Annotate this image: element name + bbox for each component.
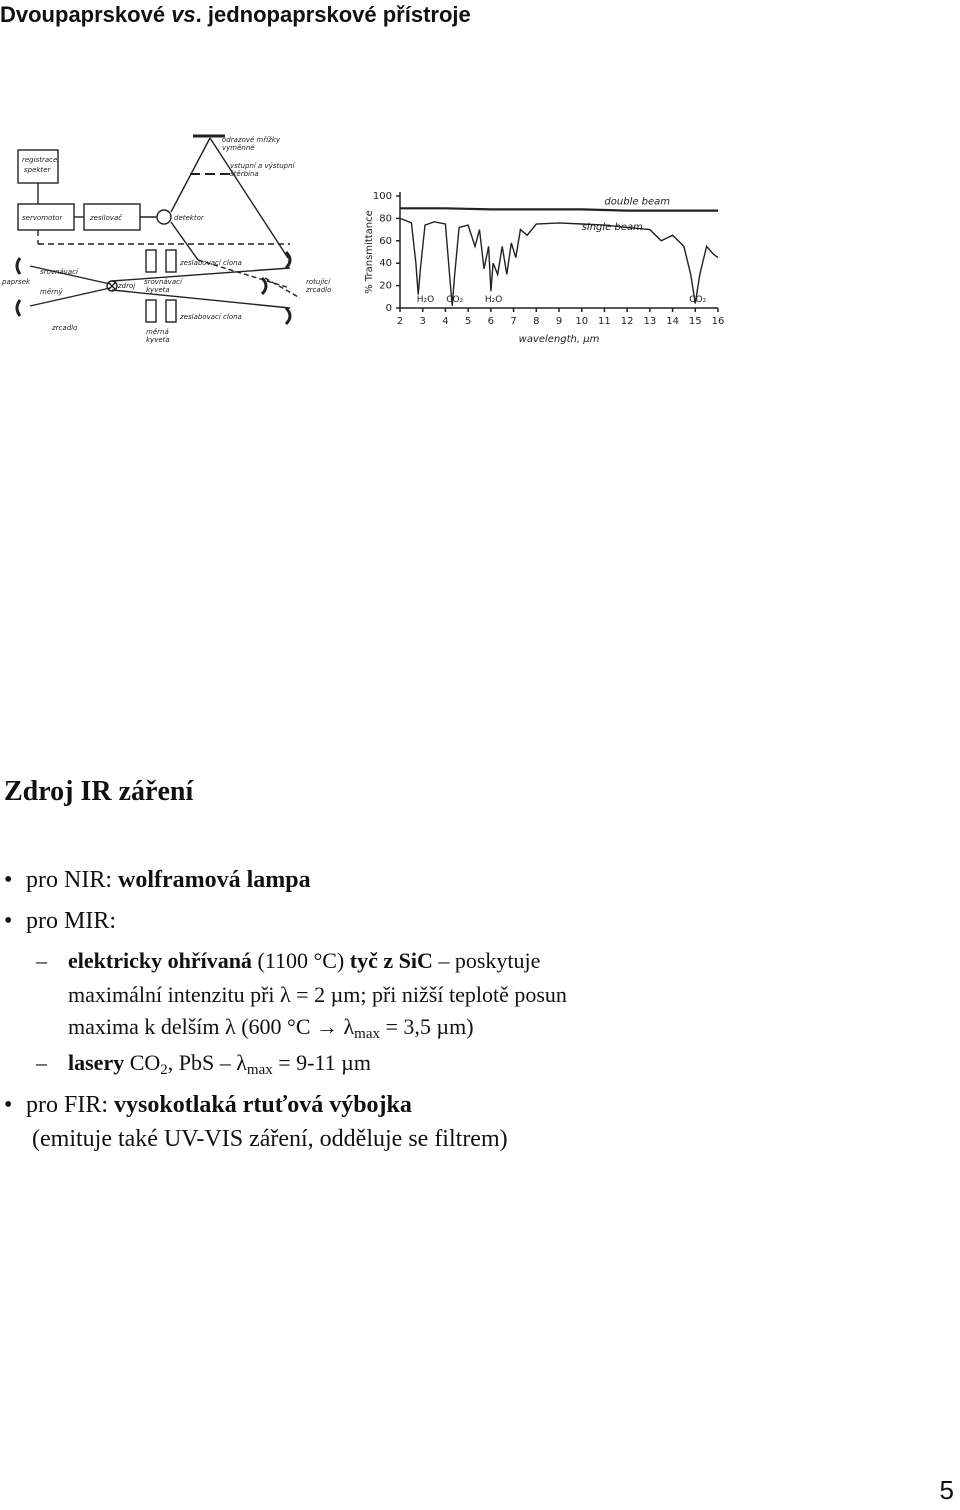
section-title: Zdroj IR záření — [4, 776, 194, 807]
x-tick-label: 9 — [555, 316, 563, 327]
series-label-0: double beam — [604, 196, 671, 208]
svg-text:měrný: měrný — [40, 288, 63, 296]
svg-text:odrazové mřížky: odrazové mřížky — [222, 136, 281, 144]
x-tick-label: 7 — [510, 316, 517, 327]
x-tick-label: 15 — [688, 316, 702, 327]
x-axis-label: wavelength, µm — [518, 334, 600, 345]
y-tick-label: 80 — [379, 213, 392, 225]
svg-text:kyveta: kyveta — [146, 286, 170, 294]
page-title: Dvoupaprskové vs. jednopaprskové přístroje — [0, 2, 471, 27]
y-axis-label: % Transmittance — [364, 210, 375, 294]
bullet-marker: • — [4, 867, 13, 893]
dash-marker: – — [36, 948, 47, 973]
svg-text:rotující: rotující — [306, 278, 331, 286]
x-tick-label: 13 — [643, 316, 657, 327]
series-label-1: single beam — [581, 222, 643, 234]
svg-text:měrná: měrná — [146, 328, 169, 336]
sub-item-sic-line2: maximální intenzitu při λ = 2 µm; při nižší teplotě posun — [68, 982, 567, 1007]
x-tick-label: 3 — [419, 316, 426, 327]
annotation-label: CO₂ — [446, 295, 464, 305]
svg-text:servomotor: servomotor — [22, 214, 63, 222]
x-tick-label: 6 — [487, 316, 495, 327]
x-tick-label: 16 — [711, 316, 725, 327]
svg-text:vyměnné: vyměnné — [222, 144, 255, 152]
x-tick-label: 10 — [575, 316, 589, 327]
annotation-label: CO₂ — [689, 295, 707, 305]
svg-text:štěrbina: štěrbina — [230, 170, 259, 178]
svg-text:detektor: detektor — [174, 214, 204, 222]
y-tick-label: 20 — [379, 280, 392, 292]
svg-text:vstupní a výstupní: vstupní a výstupní — [230, 162, 295, 170]
bullet-fir-line2: (emituje také UV-VIS záření, odděluje se filtrem) — [32, 1126, 508, 1152]
svg-text:zesilovač: zesilovač — [90, 214, 123, 222]
y-tick-label: 60 — [379, 235, 392, 247]
svg-text:srovnávací: srovnávací — [144, 278, 182, 286]
x-tick-label: 5 — [464, 316, 472, 327]
page-number: 5 — [939, 1475, 954, 1505]
transmittance-chart — [358, 178, 728, 354]
dash-marker: – — [36, 1050, 47, 1075]
svg-text:zrcadlo: zrcadlo — [306, 286, 332, 294]
x-tick-label: 12 — [620, 316, 634, 327]
bullet-fir: • pro FIR: vysokotlaká rtuťová výbojka — [4, 1092, 412, 1118]
bullet-marker: • — [4, 908, 13, 934]
spectrometer-schematic — [0, 128, 345, 350]
y-tick-label: 100 — [372, 191, 392, 202]
y-tick-label: 0 — [385, 303, 392, 314]
svg-text:zeslabovací clona: zeslabovací clona — [180, 259, 242, 267]
svg-text:paprsek: paprsek — [2, 278, 31, 286]
svg-text:zrcadlo: zrcadlo — [52, 324, 78, 332]
svg-text:zeslabovací clona: zeslabovací clona — [180, 313, 242, 321]
x-tick-label: 4 — [442, 316, 449, 327]
bullet-mir: • pro MIR: — [4, 908, 116, 934]
annotation-label: H₂O — [484, 295, 503, 305]
svg-text:srovnávací: srovnávací — [40, 268, 78, 276]
svg-text:zdroj: zdroj — [118, 282, 136, 290]
bullet-marker: • — [4, 1092, 13, 1118]
sub-item-lasers: – lasery $CO_2$, PbS – $\lambda_{max} = 9-11$ µm — [36, 1050, 371, 1078]
bullet-nir: • pro NIR: wolframová lampa — [4, 867, 311, 893]
detector-circle — [157, 210, 171, 224]
x-tick-label: 2 — [396, 316, 404, 327]
sub-item-sic-line3: maxima k delším λ (600 $^\circ C \to \lambda_{max} = 3,5$ µm) — [68, 1014, 474, 1042]
y-tick-label: 40 — [379, 258, 392, 270]
svg-text:registrace: registrace — [22, 156, 58, 164]
svg-text:spekter: spekter — [24, 166, 51, 174]
svg-text:kyveta: kyveta — [146, 336, 170, 344]
x-tick-label: 11 — [598, 316, 611, 327]
x-tick-label: 14 — [666, 316, 679, 327]
annotation-label: H₂O — [416, 295, 435, 305]
series-line-1 — [400, 218, 718, 305]
x-tick-label: 8 — [533, 316, 540, 327]
series-line-0 — [400, 208, 718, 210]
sub-item-sic: – elektricky ohřívaná (1100 °C) tyč z SiC – poskytuje — [36, 946, 540, 976]
